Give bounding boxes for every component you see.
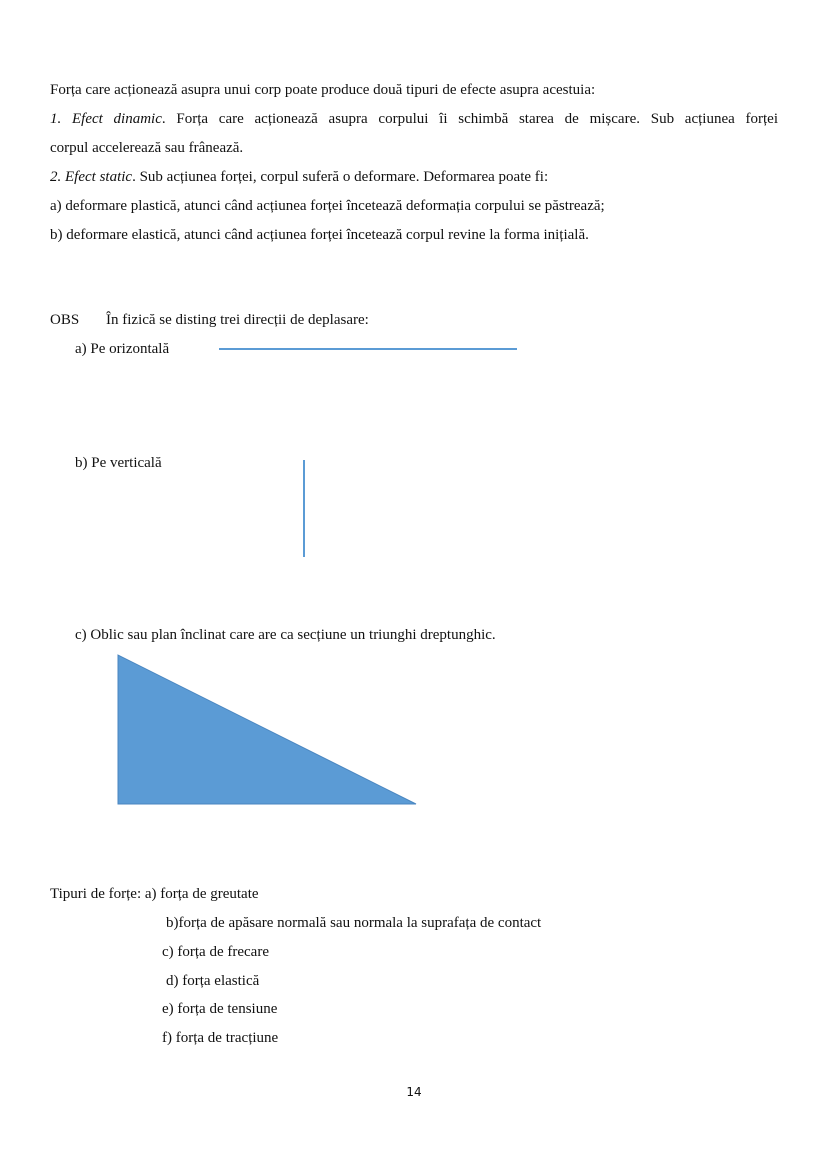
inclined-plane-triangle bbox=[116, 653, 420, 807]
effect2-text: . Sub acțiunea forței, corpul suferă o deformare. Deformarea poate fi: bbox=[132, 169, 549, 185]
direction-vertical: b) Pe verticală bbox=[75, 455, 162, 471]
force-item: d) forța elastică bbox=[166, 973, 260, 989]
force-item: b)forța de apăsare normală sau normala la suprafața de contact bbox=[166, 915, 542, 931]
effect1-text: . Forța care acționează asupra corpului îi schimbă starea de mișcare. Sub acțiunea forței bbox=[161, 111, 779, 127]
effect1-line2: corpul accelerează sau frânează. bbox=[50, 140, 244, 156]
effect2-label: 2. Efect static bbox=[50, 169, 133, 185]
effect1-line1 bbox=[50, 110, 778, 128]
force-item: f) forța de tracțiune bbox=[162, 1030, 279, 1046]
intro-text: Forța care acționează asupra unui corp poate produce două tipuri de efecte asupra acestuia: bbox=[50, 82, 596, 98]
forces-title: Tipuri de forțe: a) forța de greutate bbox=[50, 886, 259, 902]
effect1-label: 1. Efect dinamic bbox=[50, 111, 162, 127]
vertical-line bbox=[303, 460, 305, 557]
direction-oblique: c) Oblic sau plan înclinat care are ca secțiune un triunghi dreptunghic. bbox=[75, 627, 496, 643]
obs-label: OBS bbox=[50, 312, 80, 328]
horizontal-line bbox=[219, 348, 517, 350]
page-number: 14 bbox=[406, 1085, 422, 1099]
deform-a: a) deformare plastică, atunci când acțiunea forței încetează deformația corpului se păstrează; bbox=[50, 198, 605, 214]
force-item: e) forța de tensiune bbox=[162, 1001, 278, 1017]
deform-b: b) deformare elastică, atunci când acțiunea forței încetează corpul revine la forma inițială. bbox=[50, 227, 589, 243]
direction-horizontal: a) Pe orizontală bbox=[75, 341, 170, 357]
force-item: c) forța de frecare bbox=[162, 944, 269, 960]
obs-text: În fizică se disting trei direcții de deplasare: bbox=[106, 312, 369, 328]
effect2-line bbox=[50, 168, 548, 186]
